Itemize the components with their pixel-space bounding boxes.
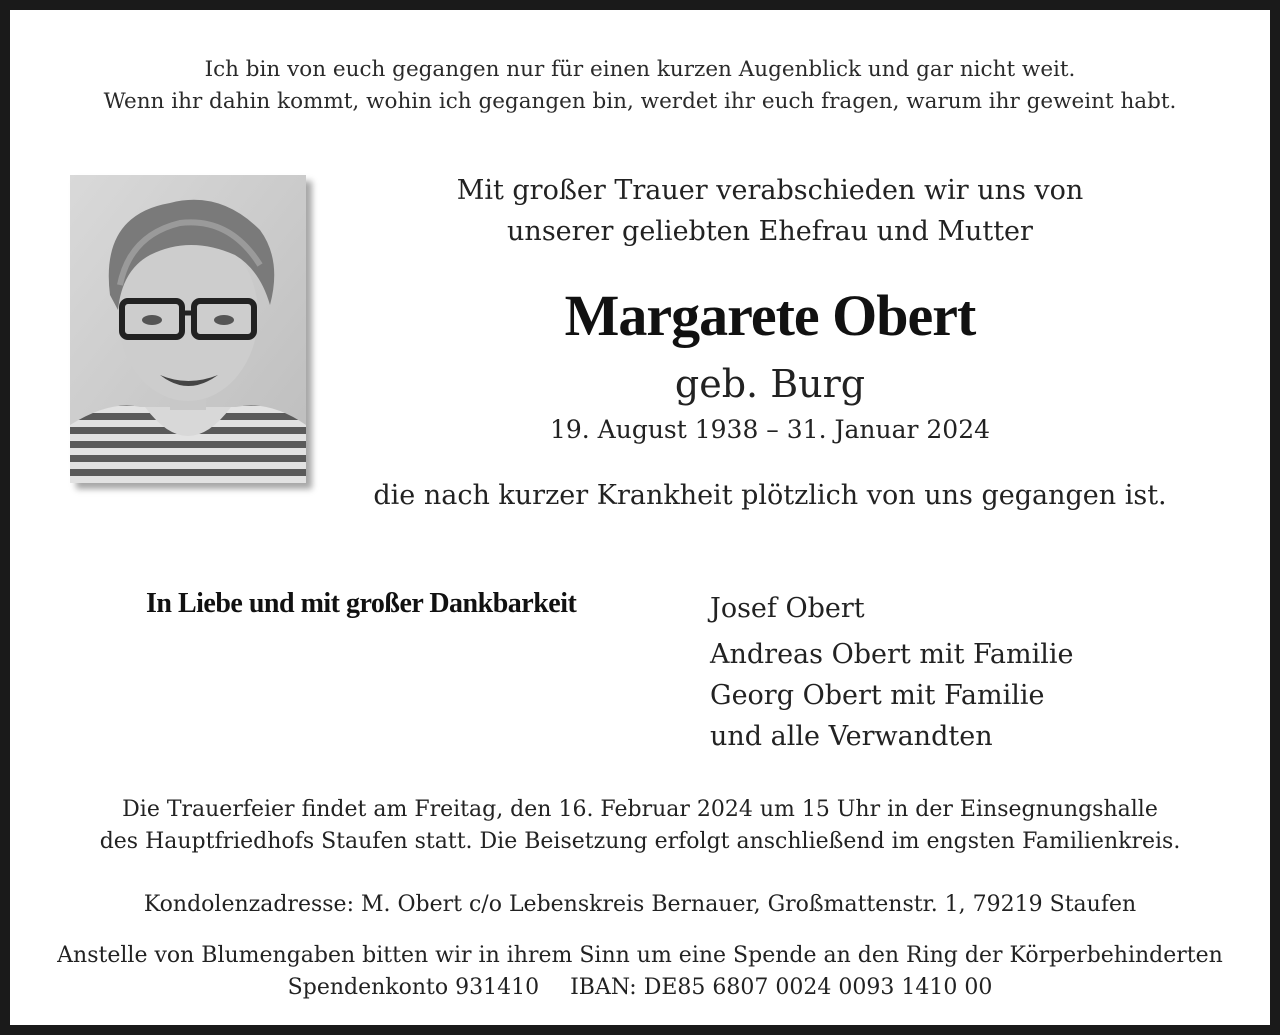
mourner-name: Josef Obert <box>710 593 865 624</box>
donation-line-1: Anstelle von Blumengaben bitten wir in ihrem Sinn um eine Spende an den Ring der Körperbehinderten <box>57 943 1223 968</box>
motto-quote <box>10 54 1270 118</box>
ceremony-details <box>10 794 1270 858</box>
motto-line-1: Ich bin von euch gegangen nur für einen kurzen Augenblick und gar nicht weit. <box>204 57 1076 82</box>
deceased-name: Margarete Obert <box>564 283 976 348</box>
mourner-name: und alle Verwandten <box>710 721 993 752</box>
intro-text <box>340 170 1200 252</box>
tagline-text: die nach kurzer Krankheit plötzlich von uns gegangen ist. <box>373 480 1167 511</box>
mourner-name: Andreas Obert mit Familie <box>710 639 1074 670</box>
donation-account <box>10 972 1270 1004</box>
iban-number: IBAN: DE85 6807 0024 0093 1410 00 <box>570 975 993 1000</box>
ceremony-line-1: Die Trauerfeier findet am Freitag, den 16. Februar 2024 um 15 Uhr in der Einsegnungshalle <box>122 797 1158 822</box>
life-dates: 19. August 1938 – 31. Januar 2024 <box>549 415 991 444</box>
account-number: Spendenkonto 931410 <box>287 975 540 1000</box>
ceremony-line-2: des Hauptfriedhofs Staufen statt. Die Beisetzung erfolgt anschließend im engsten Familienkreis. <box>99 829 1181 854</box>
intro-line-1: Mit großer Trauer verabschieden wir uns von <box>456 175 1084 206</box>
birth-name: geb. Burg <box>674 362 866 406</box>
condolence-address: Kondolenzadresse: M. Obert c/o Lebenskreis Bernauer, Großmattenstr. 1, 79219 Staufen <box>143 892 1137 917</box>
mourners-list <box>710 588 1074 757</box>
portrait-photo <box>70 175 306 483</box>
donation-info <box>10 940 1270 1004</box>
closing-phrase: In Liebe und mit großer Dankbarkeit <box>146 588 577 619</box>
mourner-name: Georg Obert mit Familie <box>710 680 1045 711</box>
obituary-notice <box>10 10 1270 1025</box>
motto-line-2: Wenn ihr dahin kommt, wohin ich gegangen bin, werdet ihr euch fragen, warum ihr geweint habt. <box>103 89 1177 114</box>
intro-line-2: unserer geliebten Ehefrau und Mutter <box>507 216 1033 247</box>
